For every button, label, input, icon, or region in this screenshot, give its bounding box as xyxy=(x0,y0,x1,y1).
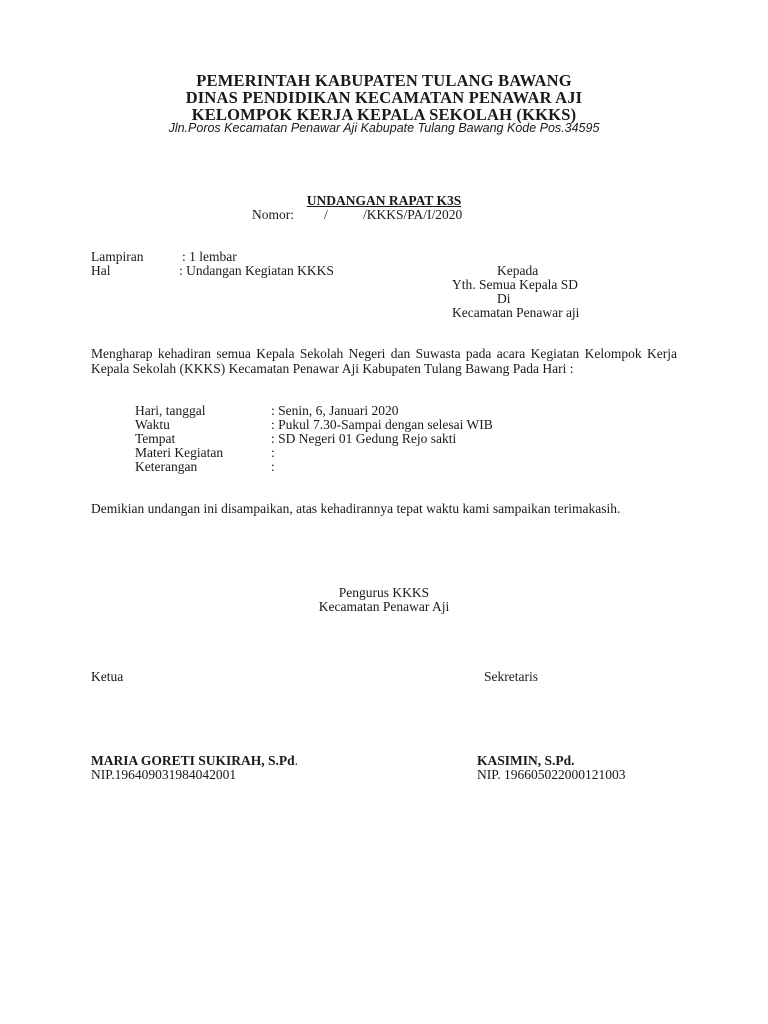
lampiran-label: Lampiran xyxy=(91,249,144,264)
letterhead-line-2: DINAS PENDIDIKAN KECAMATAN PENAWAR AJI xyxy=(185,88,583,107)
letterhead-line-1: PEMERINTAH KABUPATEN TULANG BAWANG xyxy=(196,71,572,90)
detail-value-hari: : Senin, 6, Januari 2020 xyxy=(271,403,399,418)
sign-right-role: Sekretaris xyxy=(484,669,538,684)
sign-right-nip: NIP. 196605022000121003 xyxy=(477,767,626,782)
letter-title: UNDANGAN RAPAT K3S xyxy=(306,193,462,208)
detail-label-materi: Materi Kegiatan xyxy=(135,445,224,460)
recipient-line-1: Kepada xyxy=(497,263,539,278)
detail-value-tempat: : SD Negeri 01 Gedung Rejo sakti xyxy=(271,431,457,446)
recipient-line-4: Kecamatan Penawar aji xyxy=(452,305,580,320)
nomor-code: /KKKS/PA/I/2020 xyxy=(363,207,463,222)
detail-value-keterangan: : xyxy=(271,459,275,474)
letterhead-address: Jln.Poros Kecamatan Penawar Aji Kabupate Tulang Bawang Kode Pos.34595 xyxy=(168,121,600,135)
recipient-line-3: Di xyxy=(497,291,511,306)
sign-left-nip: NIP.196409031984042001 xyxy=(91,767,237,782)
sign-org-line-2: Kecamatan Penawar Aji xyxy=(318,599,450,614)
opening-paragraph: Mengharap kehadiran semua Kepala Sekolah Negeri dan Suwasta pada acara Kegiatan Kelompok Kerja Kepala Sekolah (KKKS) Kecamatan Penawar Aji Kabupaten Tulang Bawang Pada Hari : xyxy=(91,346,677,376)
nomor-label: Nomor: xyxy=(252,207,294,222)
nomor-slash: / xyxy=(324,207,328,222)
sign-right-name: KASIMIN, S.Pd. xyxy=(477,753,575,768)
lampiran-value: : 1 lembar xyxy=(182,249,237,264)
recipient-line-2: Yth. Semua Kepala SD xyxy=(452,277,578,292)
sign-left-name: MARIA GORETI SUKIRAH, S.Pd xyxy=(91,753,295,768)
sign-left-name-suffix: . xyxy=(294,753,299,768)
letterhead-line-3: KELOMPOK KERJA KEPALA SEKOLAH (KKKS) xyxy=(191,105,577,124)
sign-left-role: Ketua xyxy=(91,669,124,684)
detail-value-waktu: : Pukul 7.30-Sampai dengan selesai WIB xyxy=(271,417,493,432)
detail-label-tempat: Tempat xyxy=(135,431,176,446)
hal-label: Hal xyxy=(91,263,111,278)
detail-label-hari: Hari, tanggal xyxy=(135,403,206,418)
hal-value: : Undangan Kegiatan KKKS xyxy=(179,263,334,278)
detail-label-waktu: Waktu xyxy=(135,417,170,432)
detail-value-materi: : xyxy=(271,445,275,460)
detail-label-keterangan: Keterangan xyxy=(135,459,198,474)
closing-paragraph: Demikian undangan ini disampaikan, atas kehadirannya tepat waktu kami sampaikan terimakasih. xyxy=(91,501,621,516)
sign-org-line-1: Pengurus KKKS xyxy=(338,585,430,600)
